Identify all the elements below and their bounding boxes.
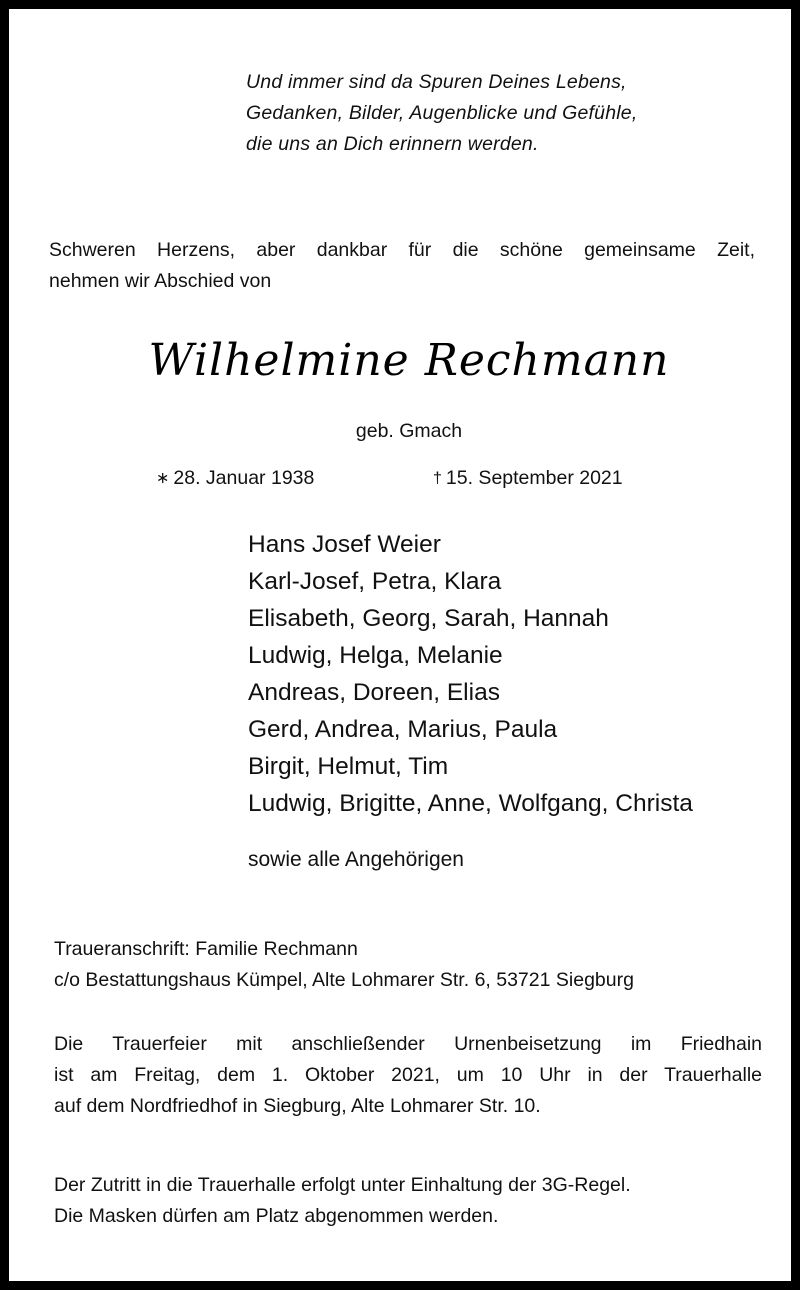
intro-line: Schweren Herzens, aber dankbar für die schöne gemeinsame Zeit, bbox=[49, 239, 755, 261]
death-date bbox=[433, 464, 623, 494]
birth-star-icon: ∗ bbox=[156, 470, 170, 487]
funeral-ceremony-info bbox=[54, 1029, 762, 1122]
family-member-line: Elisabeth, Georg, Sarah, Hannah bbox=[248, 605, 609, 632]
family-list bbox=[248, 526, 693, 822]
poem-line: die uns an Dich erinnern werden. bbox=[246, 133, 539, 155]
family-member-line: Gerd, Andrea, Marius, Paula bbox=[248, 716, 558, 743]
birth-date bbox=[156, 464, 314, 494]
family-member-line: Ludwig, Helga, Melanie bbox=[248, 642, 503, 669]
farewell-intro bbox=[49, 235, 755, 297]
family-member-line: Ludwig, Brigitte, Anne, Wolfgang, Christa bbox=[248, 790, 693, 817]
address-line: c/o Bestattungshaus Kümpel, Alte Lohmarer Str. 6, 53721 Siegburg bbox=[54, 969, 634, 991]
ceremony-line: ist am Freitag, dem 1. Oktober 2021, um 10 Uhr in der Trauerhalle bbox=[54, 1064, 762, 1086]
birth-date-text: 28. Januar 1938 bbox=[173, 467, 315, 489]
memorial-poem bbox=[246, 67, 637, 160]
relatives-note: sowie alle Angehörigen bbox=[248, 848, 464, 871]
poem-line: Und immer sind da Spuren Deines Lebens, bbox=[246, 71, 627, 93]
notice-line: Der Zutritt in die Trauerhalle erfolgt unter Einhaltung der 3G-Regel. bbox=[54, 1174, 631, 1196]
notice-line: Die Masken dürfen am Platz abgenommen werden. bbox=[54, 1205, 499, 1227]
mourning-address bbox=[54, 934, 762, 996]
family-member-line: Andreas, Doreen, Elias bbox=[248, 679, 500, 706]
death-date-text: 15. September 2021 bbox=[445, 467, 623, 489]
ceremony-line: Die Trauerfeier mit anschließender Urnenbeisetzung im Friedhain bbox=[54, 1033, 762, 1055]
family-member-line: Birgit, Helmut, Tim bbox=[248, 753, 449, 780]
death-cross-icon: † bbox=[433, 470, 442, 487]
family-member-line: Hans Josef Weier bbox=[248, 531, 441, 558]
address-line: Traueranschrift: Familie Rechmann bbox=[54, 938, 358, 960]
family-member-line: Karl-Josef, Petra, Klara bbox=[248, 568, 502, 595]
birth-name: geb. Gmach bbox=[355, 420, 463, 442]
intro-line: nehmen wir Abschied von bbox=[49, 270, 272, 292]
poem-line: Gedanken, Bilder, Augenblicke und Gefühle, bbox=[246, 102, 638, 124]
access-notice bbox=[54, 1170, 762, 1232]
deceased-name: Wilhelmine Rechmann bbox=[148, 335, 670, 386]
ceremony-line: auf dem Nordfriedhof in Siegburg, Alte Lohmarer Str. 10. bbox=[54, 1095, 541, 1117]
